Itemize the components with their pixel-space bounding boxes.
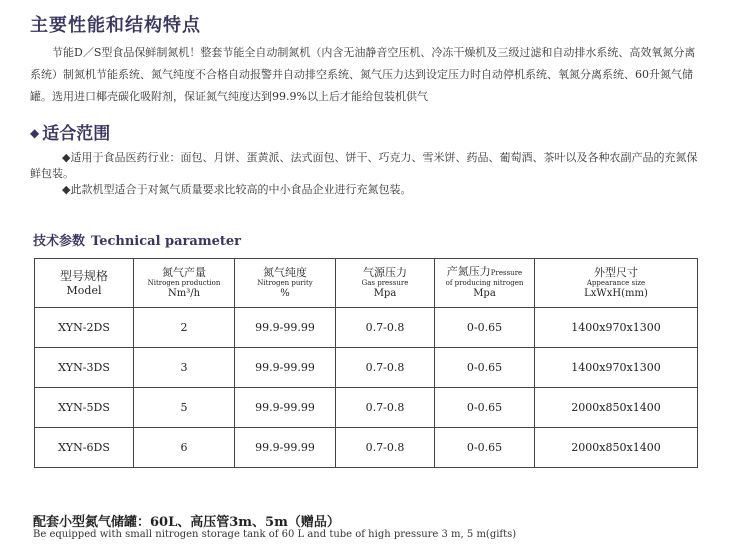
technical-parameter-table bbox=[34, 258, 698, 468]
cell-purity: 99.9-99.99 bbox=[235, 308, 336, 348]
accessory-note-cn: 配套小型氮气储罐：60L、高压管3m、5m（赠品） bbox=[33, 515, 340, 530]
table-row bbox=[35, 308, 698, 348]
cell-production: 2 bbox=[134, 308, 235, 348]
table-row bbox=[35, 388, 698, 428]
cell-producing-pressure: 0-0.65 bbox=[435, 388, 535, 428]
cell-model: XYN-3DS bbox=[35, 348, 134, 388]
section-title-features: 主要性能和结构特点 bbox=[30, 15, 201, 36]
scope-title-text: 适合范围 bbox=[42, 124, 111, 144]
cell-gas-pressure: 0.7-0.8 bbox=[336, 308, 435, 348]
cell-producing-pressure: 0-0.65 bbox=[435, 308, 535, 348]
scope-bullet-list bbox=[30, 150, 702, 198]
cell-purity: 99.9-99.99 bbox=[235, 348, 336, 388]
table-title-en: Technical parameter bbox=[91, 234, 241, 249]
cell-gas-pressure: 0.7-0.8 bbox=[336, 348, 435, 388]
scope-bullet-item: ◆适用于食品医药行业：面包、月饼、蛋黄派、法式面包、饼干、巧克力、雪米饼、药品、葡萄酒、茶叶以及各种农副产品的充氮保鲜包装。 bbox=[30, 151, 698, 180]
cell-production: 6 bbox=[134, 428, 235, 468]
cell-producing-pressure: 0-0.65 bbox=[435, 428, 535, 468]
diamond-bullet-icon: ◆ bbox=[30, 126, 40, 140]
cell-size: 2000x850x1400 bbox=[535, 388, 698, 428]
cell-purity: 99.9-99.99 bbox=[235, 428, 336, 468]
cell-gas-pressure: 0.7-0.8 bbox=[336, 428, 435, 468]
features-paragraph: 节能D／S型食品保鲜制氮机！整套节能全自动制氮机（内含无油静音空压机、冷冻干燥机及三级过滤和自动排水系统、高效氧氮分离系统）制氮机节能系统、氮气纯度不合格自动报警并自动排空系统、氮气压力达到设定压力时自动停机系统、氧氮分离系统、60升氮气储罐。选用进口椰壳碳化吸附剂，保证氮气纯度达到99.9%以上后才能给包装机供气 bbox=[30, 46, 696, 103]
cell-production: 5 bbox=[134, 388, 235, 428]
header-nitrogen-purity: 氮气纯度 Nitrogen purity % bbox=[235, 259, 336, 308]
header-producing-pressure: 产氮压力Pressure of producing nitrogen Mpa bbox=[435, 259, 535, 308]
header-gas-pressure: 气源压力 Gas pressure Mpa bbox=[336, 259, 435, 308]
cell-production: 3 bbox=[134, 348, 235, 388]
section-title-scope bbox=[30, 119, 110, 144]
accessory-note-en: Be equipped with small nitrogen storage tank of 60 L and tube of high pressure 3 m, 5 m(gifts) bbox=[33, 529, 517, 540]
cell-producing-pressure: 0-0.65 bbox=[435, 348, 535, 388]
table-header-row bbox=[35, 259, 698, 308]
cell-model: XYN-6DS bbox=[35, 428, 134, 468]
table-title-cn: 技术参数 bbox=[33, 234, 86, 249]
cell-purity: 99.9-99.99 bbox=[235, 388, 336, 428]
table-row bbox=[35, 428, 698, 468]
cell-model: XYN-5DS bbox=[35, 388, 134, 428]
header-appearance-size: 外型尺寸 Appearance size LxWxH(mm) bbox=[535, 259, 698, 308]
cell-gas-pressure: 0.7-0.8 bbox=[336, 388, 435, 428]
cell-model: XYN-2DS bbox=[35, 308, 134, 348]
cell-size: 1400x970x1300 bbox=[535, 348, 698, 388]
header-model: 型号规格 Model bbox=[35, 259, 134, 308]
header-nitrogen-production: 氮气产量 Nitrogen production Nm³/h bbox=[134, 259, 235, 308]
cell-size: 2000x850x1400 bbox=[535, 428, 698, 468]
table-title bbox=[33, 230, 241, 249]
table-row bbox=[35, 348, 698, 388]
cell-size: 1400x970x1300 bbox=[535, 308, 698, 348]
scope-bullet-item: ◆此款机型适合于对氮气质量要求比较高的中小食品企业进行充氮包装。 bbox=[62, 183, 412, 196]
